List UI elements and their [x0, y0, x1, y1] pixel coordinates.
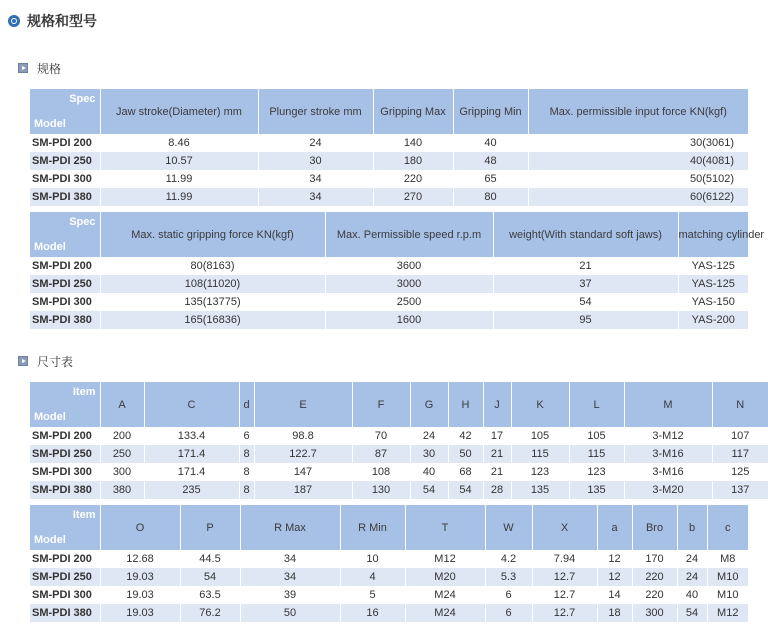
table-cell: 17 [483, 427, 511, 445]
table-cell: 135 [511, 481, 569, 499]
model-cell: SM-PDI 300 [32, 173, 92, 185]
table-cell: YAS-125 [678, 257, 748, 275]
table-cell: 48 [453, 152, 528, 170]
table-cell: 80(8163) [100, 257, 325, 275]
table-cell: 54 [677, 604, 707, 622]
table-cell: 68 [448, 463, 483, 481]
table-row [30, 275, 748, 293]
column-header: X [532, 505, 597, 550]
spec-table-1 [30, 89, 748, 206]
model-cell: SM-PDI 250 [30, 275, 100, 293]
column-header: N [712, 382, 768, 427]
table-cell: 30(3061) [528, 134, 748, 152]
table-row [30, 170, 748, 188]
table-cell: 37 [493, 275, 678, 293]
table-cell: 12.68 [100, 550, 180, 568]
column-header: L [569, 382, 624, 427]
table-cell: 28 [483, 481, 511, 499]
model-cell: SM-PDI 250 [30, 568, 100, 586]
table-cell: 115 [569, 445, 624, 463]
corner-model-label: Model [34, 241, 66, 253]
column-header: Max. static gripping force KN(kgf) [100, 212, 325, 257]
column-header: K [511, 382, 569, 427]
table-cell: 19.03 [100, 568, 180, 586]
table-cell: 123 [511, 463, 569, 481]
table-cell: 50(5102) [528, 170, 748, 188]
table-cell: 130 [352, 481, 410, 499]
table-cell: 1600 [325, 311, 493, 329]
table-cell: 3-M20 [624, 481, 712, 499]
table-cell: 200 [100, 427, 144, 445]
table-cell: 11.99 [100, 170, 258, 188]
table-cell: 107 [712, 427, 768, 445]
table-cell: 40 [453, 134, 528, 152]
table-cell: 10.57 [100, 152, 258, 170]
column-header: b [677, 505, 707, 550]
dimension-table-2 [30, 505, 748, 622]
table-cell: 220 [373, 170, 453, 188]
table-cell: 4.2 [485, 550, 532, 568]
table-cell: 135 [569, 481, 624, 499]
column-header: W [485, 505, 532, 550]
arrow-box-icon [18, 356, 28, 366]
table-cell: 108(11020) [100, 275, 325, 293]
table-cell: 11.99 [100, 188, 258, 206]
table-cell: 250 [100, 445, 144, 463]
table-cell: M24 [405, 604, 485, 622]
dimension-table-1 [30, 382, 768, 499]
column-header: a [597, 505, 632, 550]
column-header: matching cylinder [678, 212, 748, 257]
table-cell: 3-M16 [624, 445, 712, 463]
corner-model-label: Model [34, 534, 66, 546]
table-cell: 18 [597, 604, 632, 622]
table-cell: 5 [340, 586, 405, 604]
table-cell: 24 [677, 568, 707, 586]
column-header: Max. permissible input force KN(kgf) [528, 89, 748, 134]
table-cell: 50 [448, 445, 483, 463]
table-cell: 21 [493, 257, 678, 275]
table-cell: 63.5 [180, 586, 240, 604]
table-cell: 12 [597, 568, 632, 586]
table-cell: 8.46 [100, 134, 258, 152]
model-cell: SM-PDI 250 [30, 445, 100, 463]
table-row [30, 152, 748, 170]
column-header: Bro [632, 505, 677, 550]
table-cell: 12 [597, 550, 632, 568]
table-header-row [30, 89, 748, 134]
table-cell: 8 [239, 445, 254, 463]
table-cell: 165(16836) [100, 311, 325, 329]
table-cell: 117 [712, 445, 768, 463]
table-cell: 180 [373, 152, 453, 170]
section-spec-heading [18, 60, 61, 76]
table-cell: 40 [410, 463, 448, 481]
table-cell: 5.3 [485, 568, 532, 586]
column-header: Jaw stroke(Diameter) mm [100, 89, 258, 134]
table-cell: 40 [677, 586, 707, 604]
column-header: C [144, 382, 239, 427]
column-header: F [352, 382, 410, 427]
table-cell: 105 [511, 427, 569, 445]
column-header: c [707, 505, 748, 550]
table-cell: 171.4 [144, 445, 239, 463]
table-cell: YAS-150 [678, 293, 748, 311]
table-row [30, 293, 748, 311]
model-cell: SM-PDI 200 [32, 430, 92, 442]
model-cell: SM-PDI 300 [32, 589, 92, 601]
column-header: Gripping Min [453, 89, 528, 134]
corner-cell [30, 505, 100, 550]
table-cell: 187 [254, 481, 352, 499]
column-header: T [405, 505, 485, 550]
column-header: weight(With standard soft jaws) [493, 212, 678, 257]
column-header: R Min [340, 505, 405, 550]
table-cell: M10 [707, 568, 748, 586]
table-cell: 34 [258, 170, 373, 188]
table-row [30, 311, 748, 329]
table-cell: 122.7 [254, 445, 352, 463]
table-cell: 8 [239, 481, 254, 499]
table-cell: 42 [448, 427, 483, 445]
table-cell: 12.7 [532, 604, 597, 622]
section-spec-label: 规格 [37, 61, 62, 76]
table-row [30, 134, 748, 152]
table-row [30, 481, 768, 499]
table-cell: 6 [239, 427, 254, 445]
model-cell: SM-PDI 300 [32, 296, 92, 308]
table-cell: M8 [707, 550, 748, 568]
table-cell: 105 [569, 427, 624, 445]
table-row [30, 257, 748, 275]
table-cell: 95 [493, 311, 678, 329]
table-cell: 30 [410, 445, 448, 463]
page-title [8, 10, 97, 32]
table-cell: 34 [258, 188, 373, 206]
corner-cell [30, 212, 100, 257]
table-cell: 21 [483, 445, 511, 463]
table-cell: YAS-200 [678, 311, 748, 329]
table-cell: 14 [597, 586, 632, 604]
table-cell: 24 [258, 134, 373, 152]
model-cell: SM-PDI 380 [30, 311, 100, 329]
table-header-row [30, 505, 748, 550]
table-cell: 3-M12 [624, 427, 712, 445]
table-cell: 3-M16 [624, 463, 712, 481]
table-cell: 137 [712, 481, 768, 499]
table-cell: 125 [712, 463, 768, 481]
table-cell: 34 [240, 568, 340, 586]
corner-item-label: Item [72, 386, 96, 398]
table-cell: YAS-125 [678, 275, 748, 293]
section-dimensions-label: 尺寸表 [37, 354, 74, 369]
table-cell: 54 [493, 293, 678, 311]
table-cell: 2500 [325, 293, 493, 311]
model-cell: SM-PDI 300 [32, 466, 92, 478]
table-cell: 70 [352, 427, 410, 445]
table-cell: 76.2 [180, 604, 240, 622]
model-cell: SM-PDI 380 [30, 188, 100, 206]
table-cell: 170 [632, 550, 677, 568]
table-cell: M12 [707, 604, 748, 622]
table-cell: 19.03 [100, 604, 180, 622]
table-cell: 235 [144, 481, 239, 499]
table-cell: 50 [240, 604, 340, 622]
table-cell: 300 [100, 463, 144, 481]
table-cell: 123 [569, 463, 624, 481]
table-cell: M20 [405, 568, 485, 586]
column-header: P [180, 505, 240, 550]
table-cell: 87 [352, 445, 410, 463]
table-cell: 34 [240, 550, 340, 568]
table-cell: 80 [453, 188, 528, 206]
corner-cell [30, 89, 100, 134]
arrow-box-icon [18, 63, 28, 73]
table-cell: 30 [258, 152, 373, 170]
column-header: E [254, 382, 352, 427]
table-cell: 24 [410, 427, 448, 445]
column-header: M [624, 382, 712, 427]
column-header: J [483, 382, 511, 427]
table-cell: 147 [254, 463, 352, 481]
column-header: G [410, 382, 448, 427]
table-cell: 98.8 [254, 427, 352, 445]
table-cell: 8 [239, 463, 254, 481]
table-cell: 4 [340, 568, 405, 586]
corner-model-label: Model [34, 118, 66, 130]
table-cell: M24 [405, 586, 485, 604]
table-cell: 6 [485, 586, 532, 604]
table-header-row [30, 382, 768, 427]
spec-table-2 [30, 212, 765, 329]
table-cell: 133.4 [144, 427, 239, 445]
table-cell: 135(13775) [100, 293, 325, 311]
table-cell: 24 [677, 550, 707, 568]
table-row [30, 604, 748, 622]
table-cell: 7.94 [532, 550, 597, 568]
column-header: Gripping Max [373, 89, 453, 134]
model-cell: SM-PDI 200 [32, 553, 92, 565]
table-cell: 54 [448, 481, 483, 499]
corner-cell [30, 382, 100, 427]
table-row [30, 463, 768, 481]
table-header-row [30, 212, 748, 257]
page-title-text: 规格和型号 [27, 13, 97, 29]
table-cell: 3000 [325, 275, 493, 293]
table-row [30, 445, 768, 463]
table-cell: 12.7 [532, 586, 597, 604]
table-cell: 54 [180, 568, 240, 586]
model-cell: SM-PDI 200 [32, 137, 92, 149]
column-header: H [448, 382, 483, 427]
table-cell: 220 [632, 568, 677, 586]
table-cell: 171.4 [144, 463, 239, 481]
column-header: A [100, 382, 144, 427]
model-cell: SM-PDI 250 [30, 152, 100, 170]
table-cell: 54 [410, 481, 448, 499]
table-row [30, 568, 748, 586]
table-cell: M10 [707, 586, 748, 604]
table-cell: 60(6122) [528, 188, 748, 206]
model-cell: SM-PDI 380 [30, 481, 100, 499]
table-row [30, 550, 748, 568]
corner-item-label: Item [72, 509, 96, 521]
table-cell: 16 [340, 604, 405, 622]
table-cell: M12 [405, 550, 485, 568]
table-cell: 115 [511, 445, 569, 463]
corner-spec-label: Spec [69, 216, 96, 228]
target-icon [8, 15, 20, 27]
table-cell: 300 [632, 604, 677, 622]
table-cell: 12.7 [532, 568, 597, 586]
table-cell: 140 [373, 134, 453, 152]
table-row [30, 586, 748, 604]
table-cell: 65 [453, 170, 528, 188]
column-header: O [100, 505, 180, 550]
model-cell: SM-PDI 380 [30, 604, 100, 622]
corner-spec-label: Spec [69, 93, 96, 105]
table-cell: 21 [483, 463, 511, 481]
column-header: Max. Permissible speed r.p.m [325, 212, 493, 257]
column-header: R Max [240, 505, 340, 550]
table-cell: 270 [373, 188, 453, 206]
table-cell: 19.03 [100, 586, 180, 604]
table-cell: 39 [240, 586, 340, 604]
table-cell: 108 [352, 463, 410, 481]
column-header: Plunger stroke mm [258, 89, 373, 134]
table-cell: 10 [340, 550, 405, 568]
table-cell: 3600 [325, 257, 493, 275]
corner-model-label: Model [34, 411, 66, 423]
table-cell: 220 [632, 586, 677, 604]
table-cell: 6 [485, 604, 532, 622]
table-row [30, 427, 768, 445]
table-cell: 380 [100, 481, 144, 499]
table-cell: 44.5 [180, 550, 240, 568]
model-cell: SM-PDI 200 [32, 260, 92, 272]
table-cell: 40(4081) [528, 152, 748, 170]
section-dimensions-heading [18, 353, 73, 369]
table-row [30, 188, 748, 206]
column-header: d [239, 382, 254, 427]
